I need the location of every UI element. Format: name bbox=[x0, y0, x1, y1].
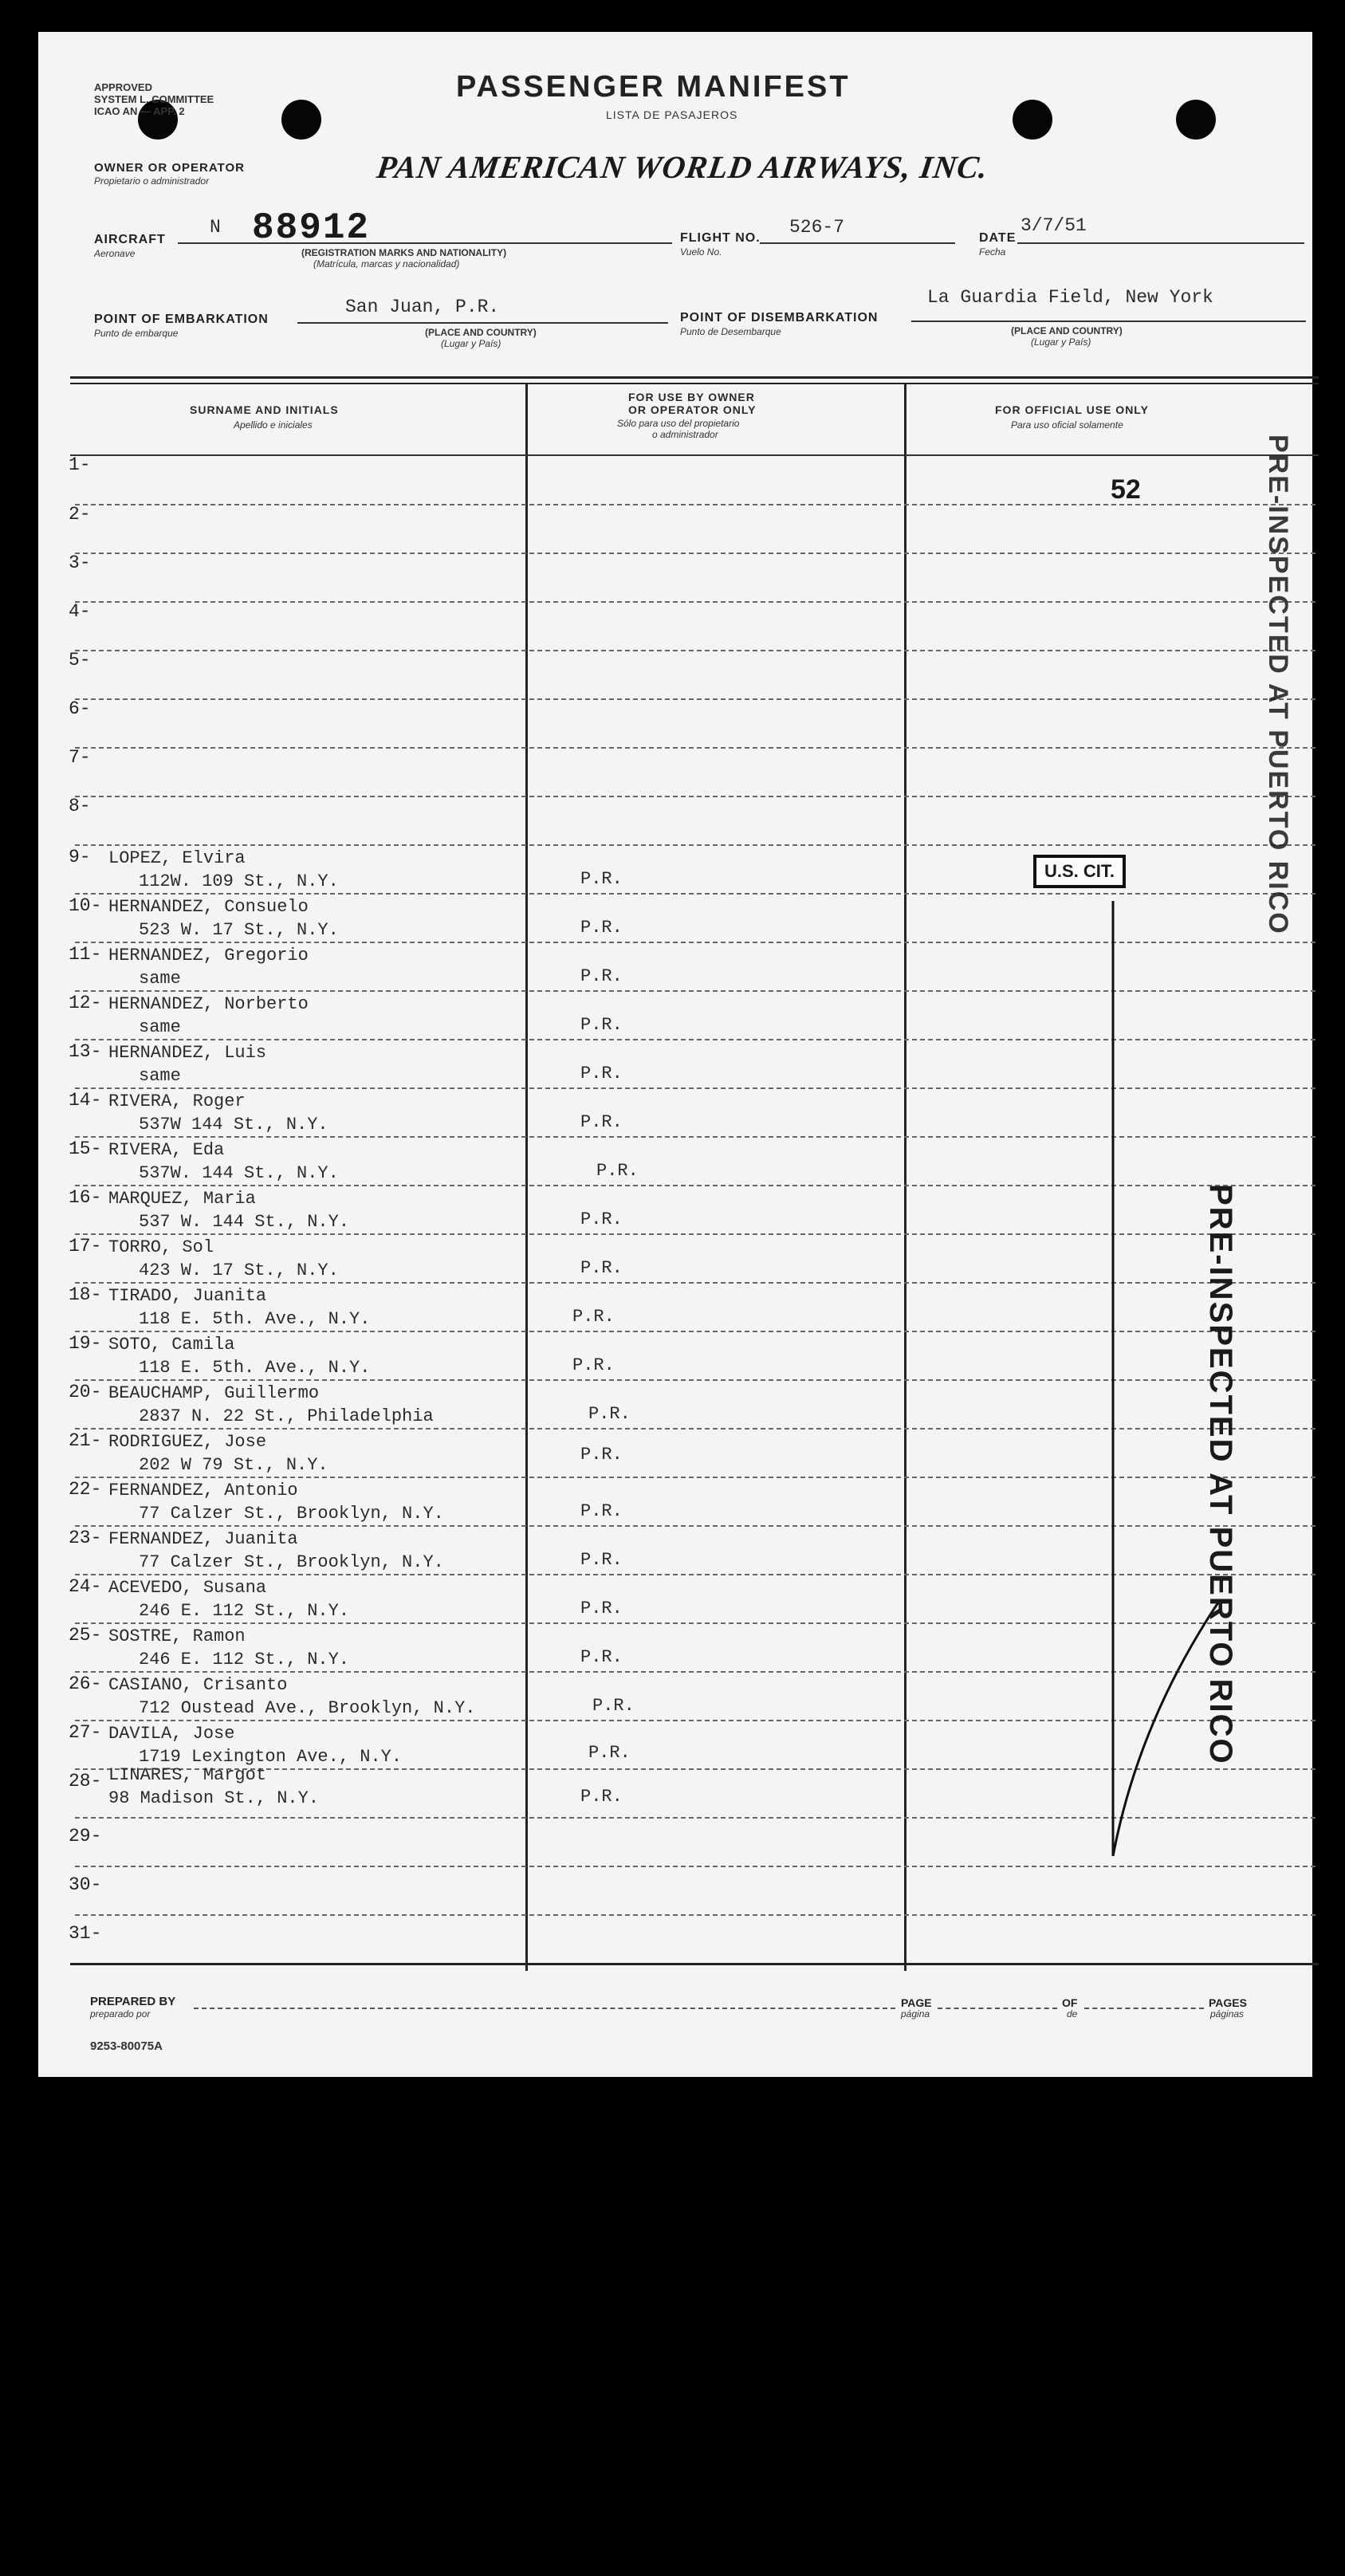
passenger-name: HERNANDEZ, Norberto bbox=[108, 994, 309, 1014]
row-rule bbox=[75, 1914, 1316, 1916]
us-citizen-stamp: U.S. CIT. bbox=[1033, 855, 1126, 888]
passenger-address: 523 W. 17 St., N.Y. bbox=[139, 920, 339, 940]
owner-use-value: P.R. bbox=[588, 1404, 631, 1424]
row-rule bbox=[75, 844, 1316, 846]
passenger-entry bbox=[108, 1528, 444, 1574]
passenger-entry bbox=[108, 1673, 475, 1720]
date-label: DATE bbox=[979, 231, 1017, 245]
passenger-address: 118 E. 5th. Ave., N.Y. bbox=[139, 1309, 371, 1329]
owner-use-value: P.R. bbox=[580, 1501, 623, 1521]
passenger-entry bbox=[108, 1625, 349, 1671]
passenger-name: MARQUEZ, Maria bbox=[108, 1189, 256, 1209]
divider bbox=[178, 242, 672, 244]
owner-use-value: P.R. bbox=[588, 1743, 631, 1763]
flight-label-es: Vuelo No. bbox=[680, 246, 722, 258]
passenger-name: FERNANDEZ, Juanita bbox=[108, 1529, 298, 1549]
disembark-value: La Guardia Field, New York bbox=[927, 287, 1213, 308]
disembark-place-caption-es: (Lugar y País) bbox=[1031, 336, 1091, 348]
divider bbox=[911, 321, 1306, 322]
row-number: 8- bbox=[69, 796, 91, 816]
row-number: 4- bbox=[69, 601, 91, 622]
col-header-official-es: Para uso oficial solamente bbox=[1011, 419, 1123, 431]
passenger-address: same bbox=[139, 1066, 181, 1086]
punch-hole bbox=[1176, 100, 1216, 140]
passenger-name: BEAUCHAMP, Guillermo bbox=[108, 1383, 320, 1403]
row-rule bbox=[75, 796, 1316, 797]
passenger-name: HERNANDEZ, Luis bbox=[108, 1043, 267, 1063]
punch-hole bbox=[1013, 100, 1052, 140]
aircraft-label: AIRCRAFT bbox=[94, 233, 166, 246]
passenger-name: TIRADO, Juanita bbox=[108, 1286, 267, 1306]
passenger-address: 246 E. 112 St., N.Y. bbox=[139, 1650, 350, 1669]
row-number: 3- bbox=[69, 553, 91, 573]
disembark-label-es: Punto de Desembarque bbox=[680, 326, 781, 337]
passenger-entry bbox=[108, 1236, 339, 1282]
passenger-entry bbox=[108, 1764, 319, 1810]
passenger-name: HERNANDEZ, Consuelo bbox=[108, 897, 309, 917]
passenger-entry bbox=[108, 993, 309, 1039]
of-line bbox=[1084, 2008, 1204, 2009]
col-header-owner-2: OR OPERATOR ONLY bbox=[628, 403, 757, 416]
owner-use-value: P.R. bbox=[592, 1696, 635, 1716]
row-number: 21- bbox=[69, 1430, 102, 1451]
aircraft-label-es: Aeronave bbox=[94, 248, 136, 259]
approval-line: SYSTEM L. COMMITTEE bbox=[94, 93, 214, 105]
airline-name: PAN AMERICAN WORLD AIRWAYS, INC. bbox=[374, 149, 991, 185]
passenger-name: LOPEZ, Elvira bbox=[108, 848, 246, 868]
row-number: 27- bbox=[69, 1722, 102, 1743]
row-number: 9- bbox=[69, 847, 91, 867]
passenger-name: RIVERA, Eda bbox=[108, 1140, 225, 1160]
passenger-entry bbox=[108, 1090, 328, 1136]
passenger-address: 712 Oustead Ave., Brooklyn, N.Y. bbox=[139, 1698, 476, 1718]
pre-inspected-stamp-top: PRE-INSPECTED AT PUERTO RICO bbox=[1263, 435, 1293, 935]
owner-use-value: P.R. bbox=[580, 1209, 623, 1229]
passenger-address: same bbox=[139, 969, 181, 989]
passenger-name: FERNANDEZ, Antonio bbox=[108, 1481, 298, 1500]
row-number: 18- bbox=[69, 1284, 102, 1305]
row-number: 31- bbox=[69, 1923, 102, 1944]
passenger-address: 112W. 109 St., N.Y. bbox=[139, 871, 339, 891]
col-header-surname: SURNAME AND INITIALS bbox=[190, 403, 339, 416]
owner-use-value: P.R. bbox=[580, 966, 623, 986]
disembark-place-caption: (PLACE AND COUNTRY) bbox=[1011, 325, 1123, 336]
aircraft-prefix: N bbox=[210, 217, 221, 238]
registration-caption: (REGISTRATION MARKS AND NATIONALITY) bbox=[301, 247, 507, 258]
approval-block bbox=[94, 81, 214, 117]
passenger-address: 2837 N. 22 St., Philadelphia bbox=[139, 1406, 434, 1426]
embark-label-es: Punto de embarque bbox=[94, 328, 179, 339]
passenger-address: 1719 Lexington Ave., N.Y. bbox=[139, 1747, 403, 1767]
page-label: PAGE bbox=[901, 1996, 932, 2009]
owner-use-value: P.R. bbox=[580, 1258, 623, 1278]
passenger-entry bbox=[108, 1041, 266, 1087]
punch-hole bbox=[281, 100, 321, 140]
column-divider bbox=[525, 384, 528, 1971]
row-number: 11- bbox=[69, 944, 102, 965]
row-number: 13- bbox=[69, 1041, 102, 1062]
passenger-address: 118 E. 5th. Ave., N.Y. bbox=[139, 1358, 371, 1378]
table-bottom-rule bbox=[70, 1963, 1319, 1965]
passenger-address: 77 Calzer St., Brooklyn, N.Y. bbox=[139, 1504, 444, 1524]
passenger-name: SOTO, Camila bbox=[108, 1335, 235, 1355]
passenger-address: 537W. 144 St., N.Y. bbox=[139, 1163, 339, 1183]
row-number: 25- bbox=[69, 1625, 102, 1646]
approval-line: ICAO AN — APP. 2 bbox=[94, 105, 185, 117]
form-subtitle: LISTA DE PASAJEROS bbox=[606, 108, 738, 121]
row-number: 12- bbox=[69, 993, 102, 1013]
passenger-address: 423 W. 17 St., N.Y. bbox=[139, 1260, 339, 1280]
owner-use-value: P.R. bbox=[596, 1161, 639, 1181]
table-top-rule bbox=[70, 383, 1319, 384]
row-rule bbox=[75, 650, 1316, 651]
embark-value: San Juan, P.R. bbox=[345, 297, 500, 317]
passenger-name: LINARES, Margot bbox=[108, 1765, 267, 1785]
owner-use-value: P.R. bbox=[580, 1550, 623, 1570]
prepared-by-label-es: preparado por bbox=[90, 2008, 151, 2020]
passenger-entry bbox=[108, 1430, 328, 1477]
flight-label: FLIGHT NO. bbox=[680, 231, 761, 245]
passenger-address: 77 Calzer St., Brooklyn, N.Y. bbox=[139, 1552, 444, 1572]
row-rule bbox=[75, 601, 1316, 603]
passenger-name: ACEVEDO, Susana bbox=[108, 1578, 267, 1598]
divider bbox=[297, 322, 668, 324]
passenger-entry bbox=[108, 1187, 349, 1233]
owner-use-value: P.R. bbox=[580, 1787, 623, 1807]
page-line bbox=[938, 2008, 1057, 2009]
registration-caption-es: (Matrícula, marcas y nacionalidad) bbox=[313, 258, 460, 269]
row-rule bbox=[75, 553, 1316, 554]
row-rule bbox=[75, 1866, 1316, 1867]
aircraft-registration: 88912 bbox=[252, 207, 371, 249]
of-label: OF bbox=[1062, 1996, 1078, 2009]
passenger-entry bbox=[108, 847, 339, 893]
passenger-entry bbox=[108, 944, 309, 990]
official-count: 52 bbox=[1111, 474, 1141, 505]
pre-inspected-stamp: PRE-INSPECTED AT PUERTO RICO bbox=[1203, 1184, 1238, 1765]
passenger-name: TORRO, Sol bbox=[108, 1237, 214, 1257]
row-number: 29- bbox=[69, 1826, 102, 1846]
row-number: 15- bbox=[69, 1139, 102, 1159]
passenger-name: RODRIGUEZ, Jose bbox=[108, 1432, 267, 1452]
passenger-entry bbox=[108, 1576, 349, 1622]
row-number: 24- bbox=[69, 1576, 102, 1597]
row-number: 17- bbox=[69, 1236, 102, 1257]
manifest-sheet bbox=[38, 32, 1312, 2077]
row-number: 22- bbox=[69, 1479, 102, 1500]
row-number: 16- bbox=[69, 1187, 102, 1208]
row-number: 7- bbox=[69, 747, 91, 768]
row-number: 5- bbox=[69, 650, 91, 671]
owner-use-value: P.R. bbox=[580, 918, 623, 938]
prepared-by-label: PREPARED BY bbox=[90, 1995, 176, 2008]
passenger-entry bbox=[108, 1284, 370, 1331]
owner-use-value: P.R. bbox=[580, 1647, 623, 1667]
passenger-address: 98 Madison St., N.Y. bbox=[108, 1788, 320, 1808]
owner-use-value: P.R. bbox=[572, 1355, 615, 1375]
row-number: 28- bbox=[69, 1771, 102, 1791]
col-header-owner-es: Sólo para uso del propietario bbox=[617, 418, 740, 429]
passenger-address: same bbox=[139, 1017, 181, 1037]
embark-place-caption-es: (Lugar y País) bbox=[441, 338, 501, 349]
divider bbox=[1017, 242, 1304, 244]
passenger-address: 537W 144 St., N.Y. bbox=[139, 1115, 328, 1135]
row-number: 6- bbox=[69, 698, 91, 719]
embark-label: POINT OF EMBARKATION bbox=[94, 313, 269, 326]
owner-use-value: P.R. bbox=[572, 1307, 615, 1327]
passenger-entry bbox=[108, 1139, 339, 1185]
passenger-address: 202 W 79 St., N.Y. bbox=[139, 1455, 328, 1475]
of-label-es: de bbox=[1067, 2008, 1078, 2020]
passenger-name: HERNANDEZ, Gregorio bbox=[108, 946, 309, 966]
row-number: 14- bbox=[69, 1090, 102, 1111]
owner-use-value: P.R. bbox=[580, 1599, 623, 1618]
row-rule bbox=[75, 747, 1316, 749]
owner-use-value: P.R. bbox=[580, 1015, 623, 1035]
owner-label: OWNER OR OPERATOR bbox=[94, 161, 245, 175]
passenger-name: DAVILA, Jose bbox=[108, 1724, 235, 1744]
row-number: 2- bbox=[69, 504, 91, 525]
form-title: PASSENGER MANIFEST bbox=[456, 70, 851, 104]
prepared-by-line bbox=[194, 2008, 895, 2009]
flight-date: 3/7/51 bbox=[1021, 215, 1087, 236]
column-divider bbox=[904, 384, 906, 1971]
passenger-name: RIVERA, Roger bbox=[108, 1091, 246, 1111]
col-header-official: FOR OFFICIAL USE ONLY bbox=[995, 403, 1149, 416]
passenger-entry bbox=[108, 1479, 444, 1525]
row-number: 1- bbox=[69, 454, 91, 475]
owner-use-value: P.R. bbox=[580, 1112, 623, 1132]
row-rule bbox=[75, 698, 1316, 700]
row-number: 10- bbox=[69, 895, 102, 916]
row-number: 20- bbox=[69, 1382, 102, 1402]
flight-number: 526-7 bbox=[789, 217, 845, 238]
form-number: 9253-80075A bbox=[90, 2039, 163, 2053]
row-number: 19- bbox=[69, 1333, 102, 1354]
passenger-entry bbox=[108, 1333, 370, 1379]
approval-line: APPROVED bbox=[94, 81, 152, 93]
col-header-owner: FOR USE BY OWNER bbox=[628, 391, 755, 403]
passenger-entry bbox=[108, 1722, 402, 1768]
table-top-rule bbox=[70, 376, 1319, 379]
page-label-es: página bbox=[901, 2008, 930, 2020]
passenger-name: CASIANO, Crisanto bbox=[108, 1675, 288, 1695]
row-number: 23- bbox=[69, 1528, 102, 1548]
passenger-entry bbox=[108, 1382, 434, 1428]
header-bottom-rule bbox=[70, 454, 1319, 456]
owner-label-es: Propietario o administrador bbox=[94, 175, 210, 187]
embark-place-caption: (PLACE AND COUNTRY) bbox=[425, 327, 537, 338]
passenger-address: 537 W. 144 St., N.Y. bbox=[139, 1212, 350, 1232]
row-number: 26- bbox=[69, 1673, 102, 1694]
owner-use-value: P.R. bbox=[580, 1445, 623, 1465]
divider bbox=[760, 242, 955, 244]
date-label-es: Fecha bbox=[979, 246, 1006, 258]
owner-use-value: P.R. bbox=[580, 1064, 623, 1083]
col-header-surname-es: Apellido e iniciales bbox=[234, 419, 313, 431]
col-header-owner-es-2: o administrador bbox=[652, 429, 718, 440]
passenger-entry bbox=[108, 895, 339, 942]
passenger-address: 246 E. 112 St., N.Y. bbox=[139, 1601, 350, 1621]
pages-label: PAGES bbox=[1209, 1996, 1247, 2009]
passenger-name: SOSTRE, Ramon bbox=[108, 1626, 246, 1646]
disembark-label: POINT OF DISEMBARKATION bbox=[680, 311, 879, 324]
row-number: 30- bbox=[69, 1874, 102, 1895]
pages-label-es: páginas bbox=[1210, 2008, 1245, 2020]
owner-use-value: P.R. bbox=[580, 869, 623, 889]
